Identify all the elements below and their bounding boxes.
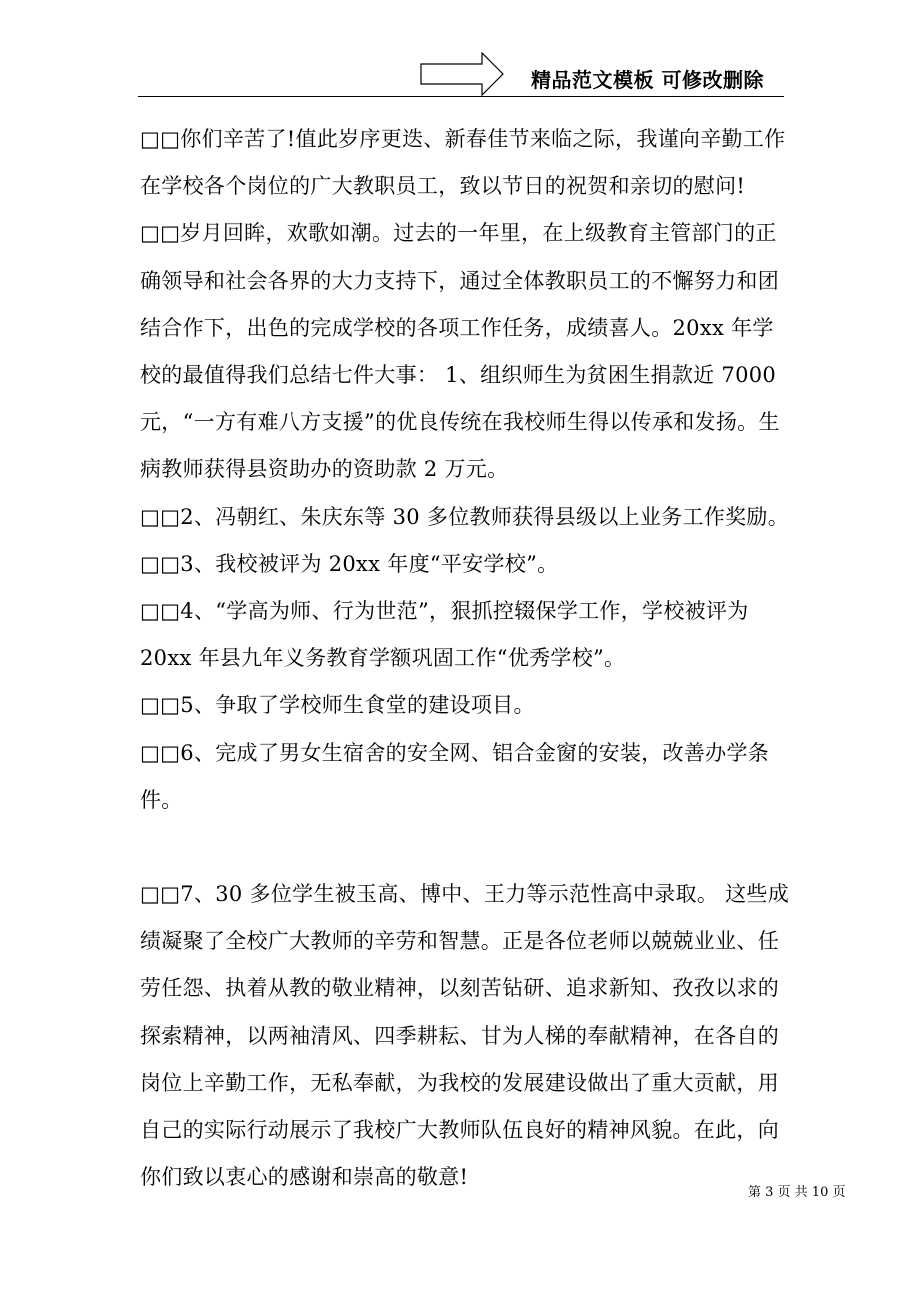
document-body: [140, 116, 790, 1201]
paragraph-item-2: □□2、冯朝红、朱庆东等 30 多位教师获得县级以上业务工作奖励。: [140, 504, 790, 529]
paragraph-spacer: [140, 824, 790, 871]
paragraph-item-5: □□5、争取了学校师生食堂的建设项目。: [140, 693, 535, 718]
paragraph-item-3: □□3、我校被评为 20xx 年度“平安学校”。: [140, 551, 559, 576]
paragraph-item-4: □□4、“学高为师、行为世范”，狠抓控辍保学工作，学校被评为 20xx 年县九年义务教育学额巩固工作“优秀学校”。: [140, 599, 749, 671]
paragraph-review: □□岁月回眸，欢歌如潮。过去的一年里，在上级教育主管部门的正确领导和社会各界的大力支持下，通过全体教职员工的不懈努力和团结合作下，出色的完成学校的各项工作任务，成绩喜人。20xx 年学校的最值得我们总结七件大事： 1、组织师生为贫困生捐款近 7000 元，“一方有难八方支援”的优良传统在我校师生得以传承和发扬。生病教师获得县资助办的资助款 2 万元。: [140, 221, 780, 482]
header-title: 精品范文模板 可修改删除: [531, 68, 764, 92]
header-divider: [138, 96, 784, 97]
paragraph-item-7-conclusion: □□7、30 多位学生被玉高、博中、王力等示范性高中录取。 这些成绩凝聚了全校广大教师的辛劳和智慧。正是各位老师以兢兢业业、任劳任怨、执着从教的敬业精神，以刻苦钻研、追求新知、孜孜以求的探索精神，以两袖清风、四季耕耘、甘为人梯的奉献精神，在各自的岗位上辛勤工作，无私奉献，为我校的发展建设做出了重大贡献，用自己的实际行动展示了我校广大教师队伍良好的精神风貌。在此，向你们致以衷心的感谢和崇高的敬意!: [140, 882, 790, 1190]
right-arrow-outline-icon: [420, 52, 504, 96]
paragraph-greeting: □□你们辛苦了!值此岁序更迭、新春佳节来临之际，我谨向辛勤工作在学校各个岗位的广大教职员工，致以节日的祝贺和亲切的慰问!: [140, 127, 786, 199]
page-number: 第 3 页 共 10 页: [748, 1185, 846, 1200]
paragraph-item-6: □□6、完成了男女生宿舍的安全网、铝合金窗的安装，改善办学条件。: [140, 740, 770, 812]
